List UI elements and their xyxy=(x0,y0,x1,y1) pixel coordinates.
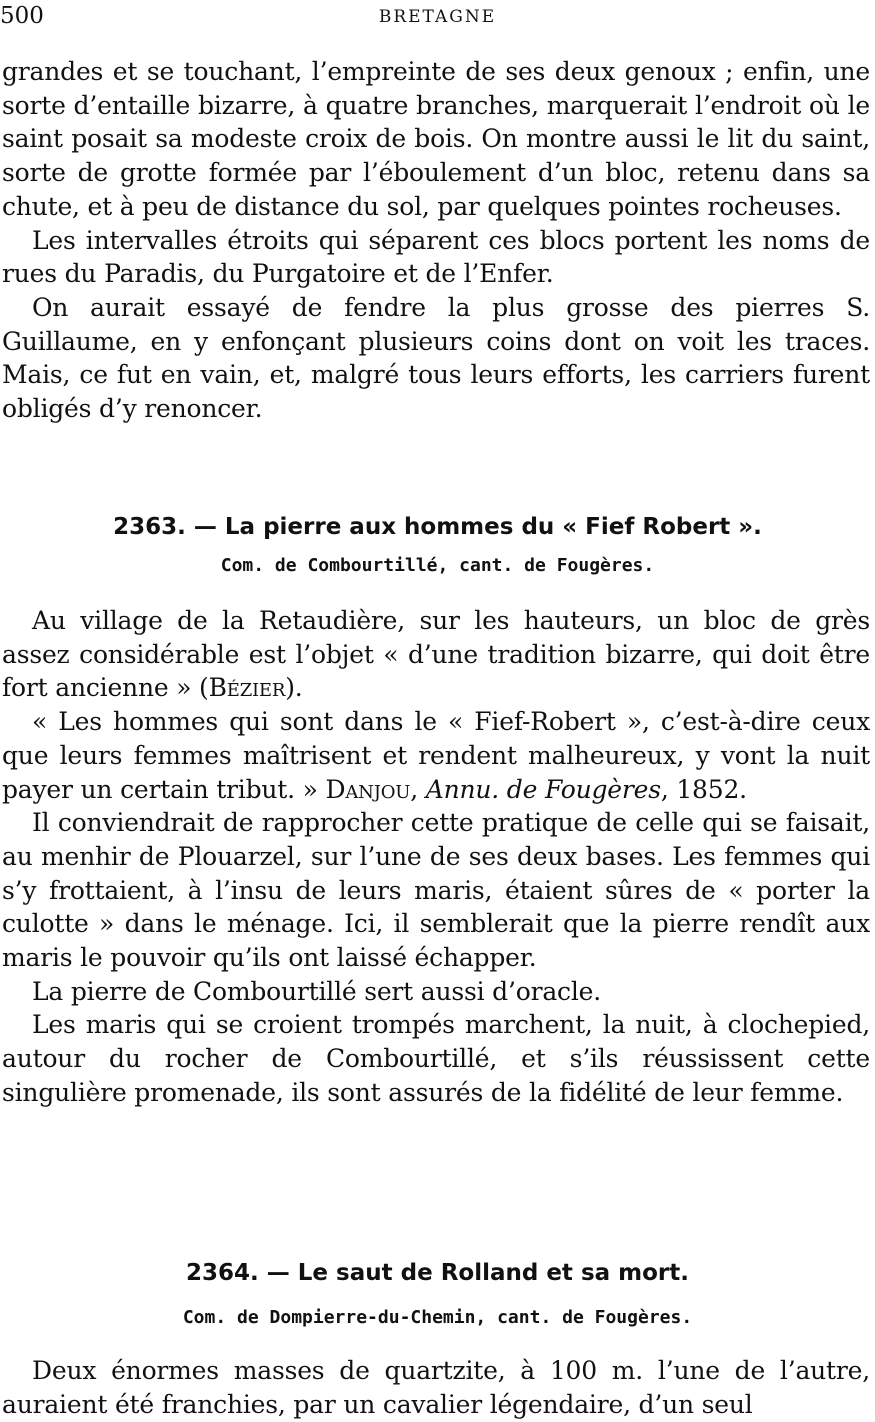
author-name: Danjou xyxy=(325,774,411,804)
entry-2364-location: Com. de Dompierre-du-Chemin, cant. de Fougères. xyxy=(182,1307,693,1328)
entry-title: — Le saut de Rolland et sa mort. xyxy=(266,1260,689,1286)
paragraph: La pierre de Combourtillé sert aussi d’oracle. xyxy=(32,976,601,1006)
paragraph xyxy=(2,705,870,806)
text-run: « Les hommes qui sont dans le « Fief-Robert », c’est-à-dire ceux que leurs femmes maîtrisent et rendent malheureux, y vont la nuit payer un certain tribut. » xyxy=(2,707,870,804)
paragraph: Il conviendrait de rapprocher cette pratique de celle qui se faisait, au menhir de Plouarzel, sur l’une de ses deux bases. Les femmes qui s’y frottaient, à l’insu de leurs maris, étaient sûres de « porter la culotte » dans le ménage. Ici, il semblerait que la pierre rendît aux maris le pouvoir qu’ils ont laissé échapper. xyxy=(2,808,870,973)
entry-number: 2363. xyxy=(113,514,186,540)
paragraph: grandes et se touchant, l’empreinte de ses deux genoux ; enfin, une sorte d’entaille bizarre, à quatre branches, marquerait l’endroit où le saint posait sa modeste croix de bois. On montre aussi le lit du saint, sorte de grotte formée par l’éboulement d’un bloc, retenu dans sa chute, et à peu de distance du sol, par quelques pointes rocheuses. xyxy=(2,57,870,221)
author-name: Bézier xyxy=(208,673,286,703)
entry-2363-location: Com. de Combourtillé, cant. de Fougères. xyxy=(220,555,655,576)
paragraph: Les intervalles étroits qui séparent ces blocs portent les noms de rues du Paradis, du Purgatoire et de l’Enfer. xyxy=(2,225,870,289)
text-run: Au village de la Retaudière, sur les hauteurs, un bloc de grès assez considérable est l’objet « d’une tradition bizarre, qui doit être fort ancienne » ( xyxy=(2,606,870,703)
entry-number: 2364. xyxy=(185,1260,259,1286)
paragraph xyxy=(2,604,870,705)
page-header xyxy=(0,2,875,30)
text-run: , xyxy=(410,774,426,804)
text-run: , 1852. xyxy=(660,774,747,804)
running-title: BRETAGNE xyxy=(378,7,497,27)
text-run: ). xyxy=(285,673,303,703)
continuation-text xyxy=(2,55,870,426)
page-number: 500 xyxy=(0,3,44,29)
paragraph: Deux énormes masses de quartzite, à 100 m. l’une de l’autre, auraient été franchies, par un cavalier légendaire, d’un seul xyxy=(2,1356,870,1419)
paragraph: Les maris qui se croient trompés marchent, la nuit, à clochepied, autour du rocher de Combourtillé, et s’ils réussissent cette singulière promenade, ils sont assurés de la fidélité de leur femme. xyxy=(2,1010,870,1107)
entry-title: — La pierre aux hommes du « Fief Robert ». xyxy=(193,514,762,540)
entry-2364-heading xyxy=(0,1258,875,1288)
entry-2363-heading xyxy=(0,512,875,542)
entry-2364-body xyxy=(2,1354,870,1421)
paragraph: On aurait essayé de fendre la plus grosse des pierres S. Guillaume, en y enfonçant plusieurs coins dont on voit les traces. Mais, ce fut en vain, et, malgré tous leurs efforts, les carriers furent obligés d’y renoncer. xyxy=(2,292,870,424)
entry-2363-body xyxy=(2,604,870,1110)
work-title: Annu. de Fougères xyxy=(425,774,661,804)
